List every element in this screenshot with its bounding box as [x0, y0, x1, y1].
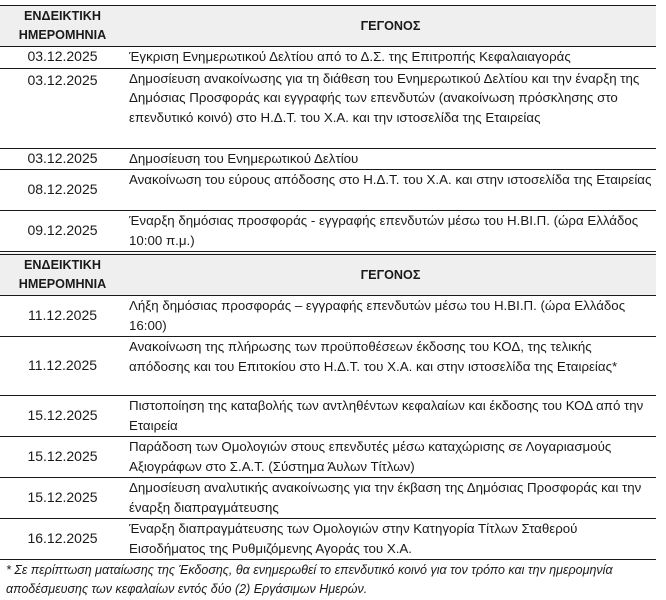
row-date: 09.12.2025: [0, 211, 125, 254]
table-row: [0, 519, 656, 560]
table-row: [0, 296, 656, 337]
timetable-table: [0, 5, 656, 560]
table-row: [0, 211, 656, 254]
row-event: Παράδοση των Ομολογιών στους επενδυτές μέσω καταχώρισης σε Λογαριασμούς Αξιογράφων στο Σ.Α.Τ. (Σύστημα Άυλων Τίτλων): [125, 437, 656, 478]
table-row: [0, 148, 656, 170]
row-event: Λήξη δημόσιας προσφοράς – εγγραφής επενδυτών μέσω του Η.ΒΙ.Π. (ώρα Ελλάδος 16:00): [125, 296, 656, 337]
row-event: Δημοσίευση του Ενημερωτικού Δελτίου: [125, 148, 656, 170]
footnote: * Σε περίπτωση ματαίωσης της Έκδοσης, θα ενημερωθεί το επενδυτικό κοινό για τον τρόπο και την ημερομηνία αποδέσμευσης των κεφαλαίων εντός δύο (2) Εργάσιμων Ημερών.: [6, 563, 613, 596]
row-date: 11.12.2025: [0, 296, 125, 337]
table-row: [0, 68, 656, 148]
header-indicative-date: ΕΝΔΕΙΚΤΙΚΗ ΗΜΕΡΟΜΗΝΙΑ: [0, 253, 125, 296]
header-event: ΓΕΓΟΝΟΣ: [125, 253, 656, 296]
table-header-row: [0, 6, 656, 47]
table-row: [0, 478, 656, 519]
row-event: Έγκριση Ενημερωτικού Δελτίου από το Δ.Σ. της Επιτροπής Κεφαλαιαγοράς: [125, 47, 656, 69]
row-date: 03.12.2025: [0, 68, 125, 148]
table-row: [0, 47, 656, 69]
row-date: 16.12.2025: [0, 519, 125, 560]
table-header-row: [0, 253, 656, 296]
header-event: ΓΕΓΟΝΟΣ: [125, 6, 656, 47]
header-indicative-date: ΕΝΔΕΙΚΤΙΚΗ ΗΜΕΡΟΜΗΝΙΑ: [0, 6, 125, 47]
table-row: [0, 396, 656, 437]
row-date: 11.12.2025: [0, 337, 125, 396]
row-date: 03.12.2025: [0, 148, 125, 170]
row-event: Ανακοίνωση του εύρους απόδοσης στο Η.Δ.Τ. του Χ.Α. και στην ιστοσελίδα της Εταιρείας: [125, 170, 656, 211]
row-date: 03.12.2025: [0, 47, 125, 69]
row-event: Πιστοποίηση της καταβολής των αντληθέντων κεφαλαίων και έκδοσης του ΚΟΔ από την Εταιρεία: [125, 396, 656, 437]
row-date: 15.12.2025: [0, 437, 125, 478]
row-date: 08.12.2025: [0, 170, 125, 211]
row-date: 15.12.2025: [0, 478, 125, 519]
row-event: Έναρξη δημόσιας προσφοράς - εγγραφής επενδυτών μέσω του Η.ΒΙ.Π. (ώρα Ελλάδος 10:00 π.μ.): [125, 211, 656, 254]
table-row: [0, 170, 656, 211]
row-date: 15.12.2025: [0, 396, 125, 437]
row-event: Έναρξη διαπραγμάτευσης των Ομολογιών στην Κατηγορία Τίτλων Σταθερού Εισοδήματος της Ρυθμιζόμενης Αγοράς του Χ.Α.: [125, 519, 656, 560]
row-event: Ανακοίνωση της πλήρωσης των προϋποθέσεων έκδοσης του ΚΟΔ, της τελικής απόδοσης και του Επιτοκίου στο Η.Δ.Τ. του Χ.Α. και στην ιστοσελίδα της Εταιρείας*: [125, 337, 656, 396]
row-event: Δημοσίευση ανακοίνωσης για τη διάθεση του Ενημερωτικού Δελτίου και την έναρξη της Δημόσιας Προσφοράς και εγγραφής των επενδυτών (ανακοίνωση πρόσκλησης στο επενδυτικό κοινό) στο Η.Δ.Τ. του Χ.Α. και την ιστοσελίδα της Εταιρείας: [125, 68, 656, 148]
row-event: Δημοσίευση αναλυτικής ανακοίνωσης για την έκβαση της Δημόσιας Προσφοράς και την έναρξη διαπραγμάτευσης: [125, 478, 656, 519]
table-row: [0, 337, 656, 396]
table-row: [0, 437, 656, 478]
indicative-timetable-document: [0, 5, 656, 599]
